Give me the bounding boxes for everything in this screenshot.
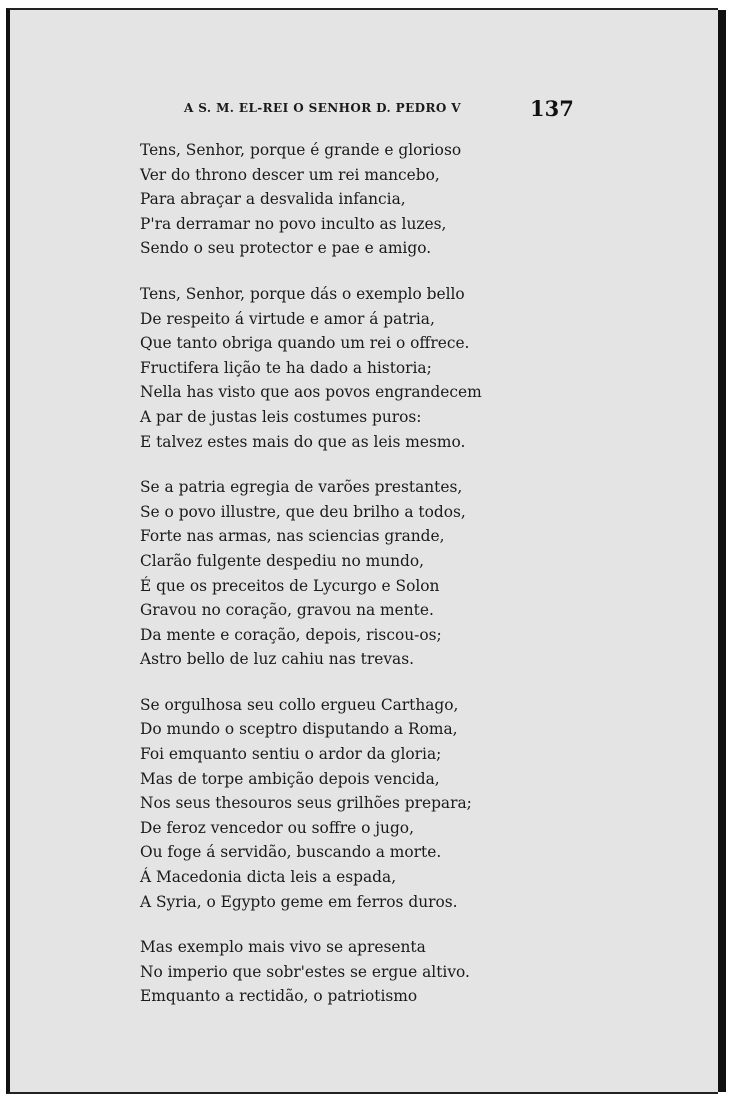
running-header: A S. M. EL-REI O SENHOR D. PEDRO V	[184, 101, 461, 115]
verse-line: E talvez estes mais do que as leis mesmo.	[140, 432, 466, 451]
verse-line: Da mente e coração, depois, riscou-os;	[140, 625, 442, 644]
verse-line: Nos seus thesouros seus grilhões prepara;	[140, 794, 472, 813]
verse-line: De feroz vencedor ou soffre o jugo,	[140, 818, 414, 837]
verse-line: No imperio que sobr'estes se ergue altivo.	[140, 962, 470, 981]
verse-line: Para abraçar a desvalida infancia,	[140, 190, 406, 209]
verse-line: Forte nas armas, nas sciencias grande,	[140, 527, 445, 546]
poem-body	[140, 138, 480, 1030]
stanza	[140, 475, 480, 672]
verse-line: Tens, Senhor, porque dás o exemplo bello	[140, 284, 465, 303]
verse-line: Ver do throno descer um rei mancebo,	[140, 165, 440, 184]
stanza	[140, 693, 480, 914]
stanza	[140, 935, 480, 1009]
page-number: 137	[530, 96, 574, 121]
stanza	[140, 138, 480, 261]
verse-line: É que os preceitos de Lycurgo e Solon	[140, 576, 440, 595]
verse-line: Nella has visto que aos povos engrandecem	[140, 383, 482, 402]
verse-line: Gravou no coração, gravou na mente.	[140, 601, 434, 620]
verse-line: Á Macedonia dicta leis a espada,	[140, 868, 397, 887]
verse-line: Mas exemplo mais vivo se apresenta	[140, 938, 426, 957]
verse-line: P'ra derramar no povo inculto as luzes,	[140, 214, 447, 233]
verse-line: Emquanto a rectidão, o patriotismo	[140, 987, 418, 1006]
verse-line: Ou foge á servidão, buscando a morte.	[140, 843, 442, 862]
verse-line: Foi emquanto sentiu o ardor da gloria;	[140, 745, 442, 764]
verse-line: Sendo o seu protector e pae e amigo.	[140, 239, 432, 258]
verse-line: Tens, Senhor, porque é grande e glorioso	[140, 141, 462, 159]
book-page	[6, 8, 718, 1094]
verse-line: Se o povo illustre, que deu brilho a todos,	[140, 502, 466, 521]
verse-line: Fructifera lição te ha dado a historia;	[140, 358, 432, 377]
verse-line: Que tanto obriga quando um rei o offrece.	[140, 334, 470, 353]
verse-line: Do mundo o sceptro disputando a Roma,	[140, 720, 458, 739]
verse-line: Mas de torpe ambição depois vencida,	[140, 769, 440, 788]
stanza	[140, 282, 480, 454]
verse-line: Se orgulhosa seu collo ergueu Carthago,	[140, 695, 459, 714]
verse-line: A par de justas leis costumes puros:	[140, 407, 422, 426]
verse-line: Se a patria egregia de varões prestantes,	[140, 478, 463, 497]
verse-line: De respeito á virtude e amor á patria,	[140, 309, 435, 328]
verse-line: A Syria, o Egypto geme em ferros duros.	[140, 892, 458, 911]
verse-line: Astro bello de luz cahiu nas trevas.	[140, 650, 414, 669]
verse-line: Clarão fulgente despediu no mundo,	[140, 551, 425, 570]
